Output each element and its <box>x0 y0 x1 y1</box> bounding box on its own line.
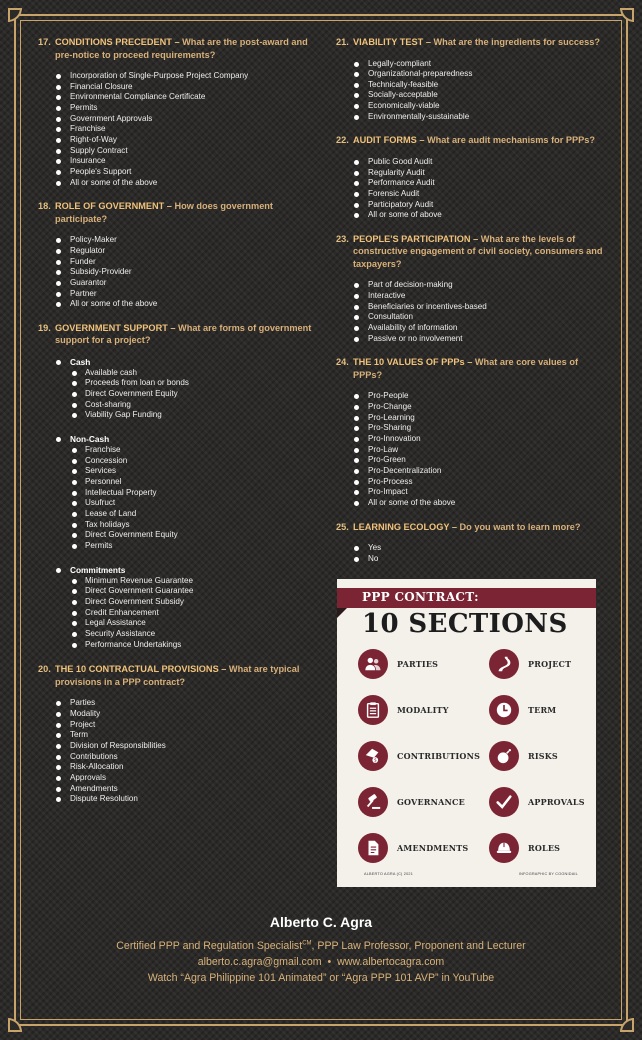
question-24 <box>336 356 604 508</box>
list-item: Pro-Sharing <box>336 423 604 434</box>
list-item: Performance Undertakings <box>70 640 316 651</box>
list-item: Subsidy-Provider <box>38 267 316 278</box>
list-item: Services <box>70 466 316 477</box>
list-item: Socially-acceptable <box>336 90 604 101</box>
question-topic: THE 10 VALUES OF PPPs <box>353 357 465 368</box>
contact-line <box>0 956 642 968</box>
section-parties <box>358 647 438 681</box>
section-label: APPROVALS <box>528 797 585 807</box>
list-item: Part of decision-making <box>336 280 604 291</box>
list-item: Funder <box>38 257 316 268</box>
section-label: PROJECT <box>528 659 572 669</box>
list-item: Direct Government Subsidy <box>70 597 316 608</box>
list-item: Pro-Decentralization <box>336 466 604 477</box>
list-item: Partner <box>38 289 316 300</box>
gavel-icon <box>358 787 388 817</box>
question-topic: CONDITIONS PRECEDENT <box>55 37 172 47</box>
list-item: Legal Assistance <box>70 618 316 629</box>
list-item: Amendments <box>38 784 316 795</box>
support-groups <box>38 357 316 650</box>
list-item: Pro-Process <box>336 477 604 488</box>
section-governance <box>358 785 465 819</box>
question-text: How does government participate? <box>55 201 273 224</box>
question-21 <box>336 36 604 122</box>
section-label: ROLES <box>528 843 561 853</box>
group-items <box>70 445 316 552</box>
card-band-fold <box>337 608 347 618</box>
section-label: PARTIES <box>397 659 439 669</box>
list-item: Lease of Land <box>70 509 316 520</box>
hardhat-icon <box>489 833 519 863</box>
list-item: Personnel <box>70 477 316 488</box>
section-label: AMENDMENTS <box>397 843 469 853</box>
email-link[interactable]: alberto.c.agra@gmail.com <box>197 956 322 968</box>
question-topic: AUDIT FORMS <box>353 135 417 146</box>
card-subtitle: PPP CONTRACT: <box>362 590 479 604</box>
section-label: RISKS <box>528 751 558 761</box>
checkmark-icon <box>489 787 519 817</box>
list-item: Organizational-preparedness <box>336 69 604 80</box>
list-item: No <box>336 554 604 565</box>
section-modality <box>358 693 449 727</box>
question-number: 20. <box>38 664 51 675</box>
list-item: People's Support <box>38 167 316 178</box>
question-23 <box>336 233 604 344</box>
list-item: Available cash <box>70 368 316 379</box>
left-column <box>38 36 316 813</box>
list-item: Pro-Learning <box>336 413 604 424</box>
question-18 <box>38 200 316 310</box>
question-number: 21. <box>336 37 349 47</box>
list-item: Incorporation of Single-Purpose Project Company <box>38 71 316 82</box>
question-number: 25. <box>336 521 349 532</box>
list-item: Performance Audit <box>336 178 604 189</box>
list-item: Passive or no involvement <box>336 334 604 345</box>
question-title: 19. GOVERNMENT SUPPORT – What are forms of government support for a project? <box>38 322 312 346</box>
question-text: Do you want to learn more? <box>459 521 581 532</box>
list-item: Interactive <box>336 291 604 302</box>
list-item: Permits <box>38 103 316 114</box>
list-item: Pro-Green <box>336 455 604 466</box>
section-label: CONTRIBUTIONS <box>397 751 481 761</box>
list-item: Insurance <box>38 156 316 167</box>
right-column <box>336 36 604 572</box>
list-item: Forensic Audit <box>336 189 604 200</box>
list-item: Participatory Audit <box>336 200 604 211</box>
question-topic: VIABILITY TEST <box>353 37 424 47</box>
list-item: Pro-Law <box>336 445 604 456</box>
list-item: Supply Contract <box>38 146 316 157</box>
list-item: Pro-Impact <box>336 487 604 498</box>
question-text: What are forms of government support for a project? <box>55 322 312 346</box>
clipboard-icon <box>358 695 388 725</box>
credentials-text: Certified PPP and Regulation Specialist <box>116 940 303 952</box>
credentials-mark: CM <box>302 940 312 947</box>
list-item: Proceeds from loan or bonds <box>70 378 316 389</box>
list-item: Pro-People <box>336 391 604 402</box>
ppp-contract-card <box>337 579 596 887</box>
question-17 <box>38 36 316 188</box>
list-item: Regulator <box>38 246 316 257</box>
question-number: 24. <box>336 357 349 368</box>
answer-list <box>38 71 316 188</box>
list-item: Policy-Maker <box>38 235 316 246</box>
credentials-line <box>0 940 642 952</box>
list-item: Environmentally-sustainable <box>336 112 604 123</box>
question-text: What are typical provisions in a PPP contract? <box>55 664 300 687</box>
people-icon <box>358 649 388 679</box>
group-label: Commitments <box>70 564 126 575</box>
group-items <box>70 576 316 651</box>
list-item: Tax holidays <box>70 520 316 531</box>
question-22 <box>336 134 604 220</box>
coin-hand-icon <box>358 741 388 771</box>
section-label: GOVERNANCE <box>397 797 465 807</box>
list-item: Project <box>38 720 316 731</box>
list-item: Approvals <box>38 773 316 784</box>
question-number: 18. <box>38 201 51 212</box>
list-item: Beneficiaries or incentives-based <box>336 302 604 313</box>
list-item: Minimum Revenue Guarantee <box>70 576 316 587</box>
list-item: Modality <box>38 709 316 720</box>
answer-list <box>336 59 604 123</box>
group-label: Cash <box>70 356 91 367</box>
question-topic: ROLE OF GOVERNMENT <box>55 201 165 212</box>
list-item: Concession <box>70 456 316 467</box>
answer-list <box>38 698 316 805</box>
question-topic: GOVERNMENT SUPPORT <box>55 322 168 333</box>
answer-list <box>38 235 316 310</box>
question-text: What are the post-award and pre-notice to proceed requirements? <box>55 37 308 60</box>
card-title: 10 SECTIONS <box>362 609 568 639</box>
question-topic: THE 10 CONTRACTUAL PROVISIONS <box>55 664 219 675</box>
question-topic: PEOPLE'S PARTICIPATION <box>353 233 471 244</box>
list-item: Parties <box>38 698 316 709</box>
list-item: Yes <box>336 543 604 554</box>
answer-list <box>336 280 604 344</box>
document-icon <box>358 833 388 863</box>
list-item: Direct Government Guarantee <box>70 586 316 597</box>
list-item: Cost-sharing <box>70 400 316 411</box>
list-item: Intellectual Property <box>70 488 316 499</box>
question-number: 19. <box>38 322 51 333</box>
list-item: All or some of the above <box>336 498 604 509</box>
question-title: 18. ROLE OF GOVERNMENT – How does government participate? <box>38 201 273 224</box>
website-link[interactable]: www.albertocagra.com <box>337 956 445 968</box>
question-text: What are core values of PPPs? <box>353 357 578 380</box>
list-item: Term <box>38 730 316 741</box>
question-text: What are the ingredients for success? <box>433 37 600 47</box>
list-item: Right-of-Way <box>38 135 316 146</box>
list-item: Risk-Allocation <box>38 762 316 773</box>
list-item: Legally-compliant <box>336 59 604 70</box>
list-item: Dispute Resolution <box>38 794 316 805</box>
credentials-tail: , PPP Law Professor, Proponent and Lecturer <box>311 940 526 952</box>
road-icon <box>489 649 519 679</box>
list-item: Division of Responsibilities <box>38 741 316 752</box>
list-item: Security Assistance <box>70 629 316 640</box>
group-label: Non-Cash <box>70 434 110 445</box>
author-name: Alberto C. Agra <box>269 914 373 930</box>
section-amendments <box>358 831 468 865</box>
section-label: MODALITY <box>397 705 449 715</box>
list-item: Viability Gap Funding <box>70 410 316 421</box>
card-credit-right: INFOGRAPHIC BY COGNIDAIL <box>518 872 578 876</box>
question-topic: LEARNING ECOLOGY <box>353 521 450 532</box>
question-title: 23. PEOPLE'S PARTICIPATION – What are the levels of constructive engagement of civil society, consumers and taxpayers? <box>336 233 603 269</box>
list-item: Technically-feasible <box>336 80 604 91</box>
section-risks <box>489 739 558 773</box>
question-text: What are the levels of constructive engagement of civil society, consumers and taxpayers? <box>353 233 603 269</box>
list-item: Pro-Change <box>336 402 604 413</box>
list-item: Pro-Innovation <box>336 434 604 445</box>
list-item: Availability of information <box>336 323 604 334</box>
clock-icon <box>489 695 519 725</box>
separator: • <box>327 956 332 968</box>
section-roles <box>489 831 560 865</box>
youtube-line: Watch “Agra Philippine 101 Animated” or “Agra PPP 101 AVP” in YouTube <box>147 972 495 984</box>
list-item: Government Approvals <box>38 114 316 125</box>
support-group <box>38 434 316 552</box>
list-item: Direct Government Equity <box>70 389 316 400</box>
list-item: Franchise <box>70 445 316 456</box>
list-item: Regularity Audit <box>336 168 604 179</box>
card-credit-left: ALBERTO AGRA (C) 2021 <box>364 872 414 876</box>
list-item: Credit Enhancement <box>70 608 316 619</box>
list-item: Direct Government Equity <box>70 530 316 541</box>
list-item: Public Good Audit <box>336 157 604 168</box>
section-project <box>489 647 571 681</box>
list-item: All or some of the above <box>38 178 316 189</box>
question-number: 23. <box>336 233 349 244</box>
section-contributions <box>358 739 480 773</box>
answer-list <box>336 157 604 221</box>
svg-text:$: $ <box>373 758 377 764</box>
list-item: Consultation <box>336 312 604 323</box>
list-item: Financial Closure <box>38 82 316 93</box>
question-title: 25. LEARNING ECOLOGY – Do you want to learn more? <box>336 521 581 532</box>
list-item: Franchise <box>38 124 316 135</box>
section-approvals <box>489 785 585 819</box>
group-items <box>70 368 316 421</box>
question-20 <box>38 663 316 805</box>
list-item: All or some of the above <box>38 299 316 310</box>
question-title: 22. AUDIT FORMS – What are audit mechanisms for PPPs? <box>336 135 595 146</box>
list-item: Economically-viable <box>336 101 604 112</box>
question-25 <box>336 521 604 565</box>
question-number: 17. <box>38 37 51 47</box>
question-title: 21. VIABILITY TEST – What are the ingredients for success? <box>336 37 600 47</box>
support-group <box>38 357 316 421</box>
list-item: Permits <box>70 541 316 552</box>
section-term <box>489 693 556 727</box>
list-item: Usufruct <box>70 498 316 509</box>
list-item: Contributions <box>38 752 316 763</box>
question-title: 24. THE 10 VALUES OF PPPs – What are core values of PPPs? <box>336 357 578 380</box>
question-title: 20. THE 10 CONTRACTUAL PROVISIONS – What are typical provisions in a PPP contract? <box>38 664 300 687</box>
question-title: 17. CONDITIONS PRECEDENT – What are the post-award and pre-notice to proceed requirements? <box>38 37 308 60</box>
list-item: Guarantor <box>38 278 316 289</box>
support-group <box>38 565 316 651</box>
section-label: TERM <box>528 705 557 715</box>
question-19 <box>38 322 316 650</box>
answer-list <box>336 391 604 508</box>
answer-list <box>336 543 604 564</box>
bomb-icon <box>489 741 519 771</box>
question-text: What are audit mechanisms for PPPs? <box>427 135 595 146</box>
question-number: 22. <box>336 135 349 146</box>
list-item: All or some of above <box>336 210 604 221</box>
list-item: Environmental Compliance Certificate <box>38 92 316 103</box>
